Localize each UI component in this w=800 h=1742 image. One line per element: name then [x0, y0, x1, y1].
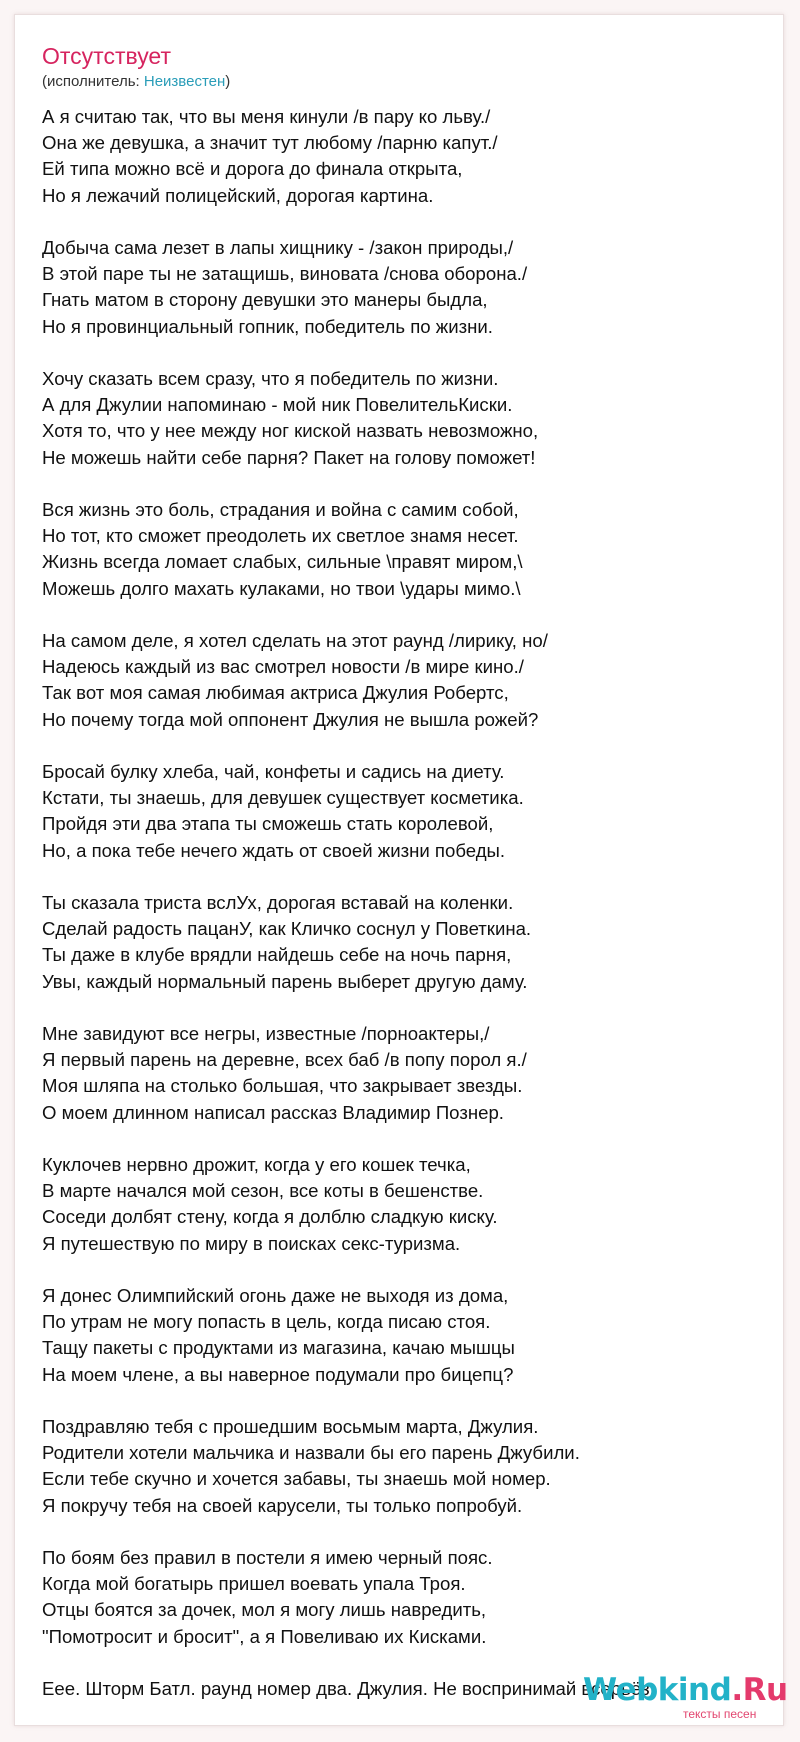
lyric-line: Когда мой богатырь пришел воевать упала Троя. — [42, 1573, 466, 1595]
lyric-line: Куклочев нервно дрожит, когда у его кошек течка, — [42, 1154, 471, 1175]
lyric-line: Жизнь всегда ломает слабых, сильные \правят миром,\ — [42, 551, 523, 573]
lyric-line: Тащу пакеты с продуктами из магазина, качаю мышцы — [42, 1337, 515, 1359]
lyric-line: А я считаю так, что вы меня кинули /в пару ко льву./ — [42, 106, 491, 127]
lyric-line: Я путешествую по миру в поисках секс-туризма. — [42, 1232, 461, 1254]
lyric-line: Кстати, ты знаешь, для девушек существует косметика. — [42, 787, 524, 809]
lyric-line: Увы, каждый нормальный парень выберет другую даму. — [42, 970, 528, 992]
lyric-line: Хотя то, что у нее между ног киской назвать невозможно, — [42, 420, 539, 442]
lyric-line: Надеюсь каждый из вас смотрел новости /в мире кино./ — [42, 656, 524, 678]
site-logo[interactable] — [583, 1670, 793, 1730]
lyric-line: Хочу сказать всем сразу, что я победитель по жизни. — [42, 368, 499, 389]
lyric-line: Не можешь найти себе парня? Пакет на голову поможет! — [42, 446, 536, 468]
lyric-line: Ей типа можно всё и дорога до финала открыта, — [42, 158, 463, 180]
logo-wordmark — [583, 1670, 788, 1710]
lyric-line: Она же девушка, а значит тут любому /парню капут./ — [42, 132, 498, 154]
lyric-line: Поздравляю тебя с прошедшим восьмым марта, Джулия. — [42, 1416, 539, 1437]
lyric-line: В этой паре ты не затащишь, виновата /снова оборона./ — [42, 263, 528, 285]
logo-word: Webkind — [583, 1672, 732, 1708]
lyric-line: Я донес Олимпийский огонь даже не выходя из дома, — [42, 1285, 509, 1306]
lyric-line: На самом деле, я хотел сделать на этот раунд /лирику, но/ — [42, 630, 548, 651]
lyric-line: Но я лежачий полицейский, дорогая картина. — [42, 184, 434, 206]
lyric-line: Так вот моя самая любимая актриса Джулия Робертс, — [42, 682, 509, 704]
verse — [42, 1545, 782, 1650]
lyric-line: На моем члене, а вы наверное подумали про бицепц? — [42, 1363, 514, 1385]
lyric-line: А для Джулии напоминаю - мой ник ПовелительКиски. — [42, 394, 513, 416]
lyric-line: Но, а пока тебе нечего ждать от своей жизни победы. — [42, 839, 506, 861]
artist-suffix: ) — [225, 73, 231, 90]
lyric-line: Я покручу тебя на своей карусели, ты только попробуй. — [42, 1494, 523, 1516]
verse — [42, 1021, 782, 1126]
logo-tagline: тексты песен — [683, 1707, 757, 1721]
lyric-line: Ты сказала триста вслУх, дорогая вставай на коленки. — [42, 892, 514, 913]
song-title: Отсутствует — [42, 43, 171, 69]
verse — [42, 1283, 782, 1388]
verse — [42, 366, 782, 471]
verse — [42, 497, 782, 602]
lyric-line: Еее. Шторм Батл. раунд номер два. Джулия. Не воспринимай всерьёз. — [42, 1678, 655, 1699]
lyric-line: Отцы боятся за дочек, мол я могу лишь навредить, — [42, 1599, 487, 1621]
artist-prefix: (исполнитель: — [42, 73, 144, 90]
lyric-line: Мне завидуют все негры, известные /порноактеры,/ — [42, 1023, 490, 1044]
verse — [42, 1414, 782, 1519]
lyric-line: Но я провинциальный гопник, победитель по жизни. — [42, 315, 493, 337]
lyric-line: Бросай булку хлеба, чай, конфеты и садись на диету. — [42, 761, 505, 782]
artist-link[interactable]: Неизвестен — [143, 73, 226, 90]
verse — [42, 1152, 782, 1257]
lyric-line: Соседи долбят стену, когда я долблю сладкую киску. — [42, 1206, 498, 1228]
lyrics-body — [42, 104, 782, 1728]
lyric-line: Если тебе скучно и хочется забавы, ты знаешь мой номер. — [42, 1468, 551, 1490]
verse — [42, 235, 782, 340]
lyric-line: Можешь долго махать кулаками, но твои \удары мимо.\ — [42, 577, 521, 599]
lyric-line: Но тот, кто сможет преодолеть их светлое знамя несет. — [42, 525, 519, 547]
lyric-line: Добыча сама лезет в лапы хищнику - /закон природы,/ — [42, 237, 514, 258]
lyric-line: О моем длинном написал рассказ Владимир Познер. — [42, 1101, 504, 1123]
lyric-line: Гнать матом в сторону девушки это манеры быдла, — [42, 289, 488, 311]
lyric-line: Вся жизнь это боль, страдания и война с самим собой, — [42, 499, 519, 520]
lyric-line: Но почему тогда мой оппонент Джулия не вышла рожей? — [42, 708, 539, 730]
lyric-line: Сделай радость пацанУ, как Кличко соснул у Поветкина. — [42, 918, 532, 940]
artist-line — [42, 72, 230, 92]
lyric-line: Я первый парень на деревне, всех баб /в попу порол я./ — [42, 1049, 527, 1071]
lyric-line: Пройдя эти два этапа ты сможешь стать королевой, — [42, 813, 494, 835]
logo-tld: .Ru — [731, 1672, 788, 1708]
lyric-line: Родители хотели мальчика и назвали бы его парень Джубили. — [42, 1442, 580, 1464]
lyric-line: По утрам не могу попасть в цель, когда писаю стоя. — [42, 1311, 491, 1333]
lyric-line: Ты даже в клубе врядли найдешь себе на ночь парня, — [42, 944, 512, 966]
verse — [42, 890, 782, 995]
lyric-line: "Помотросит и бросит", а я Повеливаю их Кисками. — [42, 1625, 487, 1647]
verse — [42, 628, 782, 733]
lyric-line: В марте начался мой сезон, все коты в бешенстве. — [42, 1180, 484, 1202]
verse — [42, 104, 782, 209]
lyric-line: Моя шляпа на столько большая, что закрывает звезды. — [42, 1075, 523, 1097]
verse — [42, 759, 782, 864]
lyric-line: По боям без правил в постели я имею черный пояс. — [42, 1547, 493, 1568]
